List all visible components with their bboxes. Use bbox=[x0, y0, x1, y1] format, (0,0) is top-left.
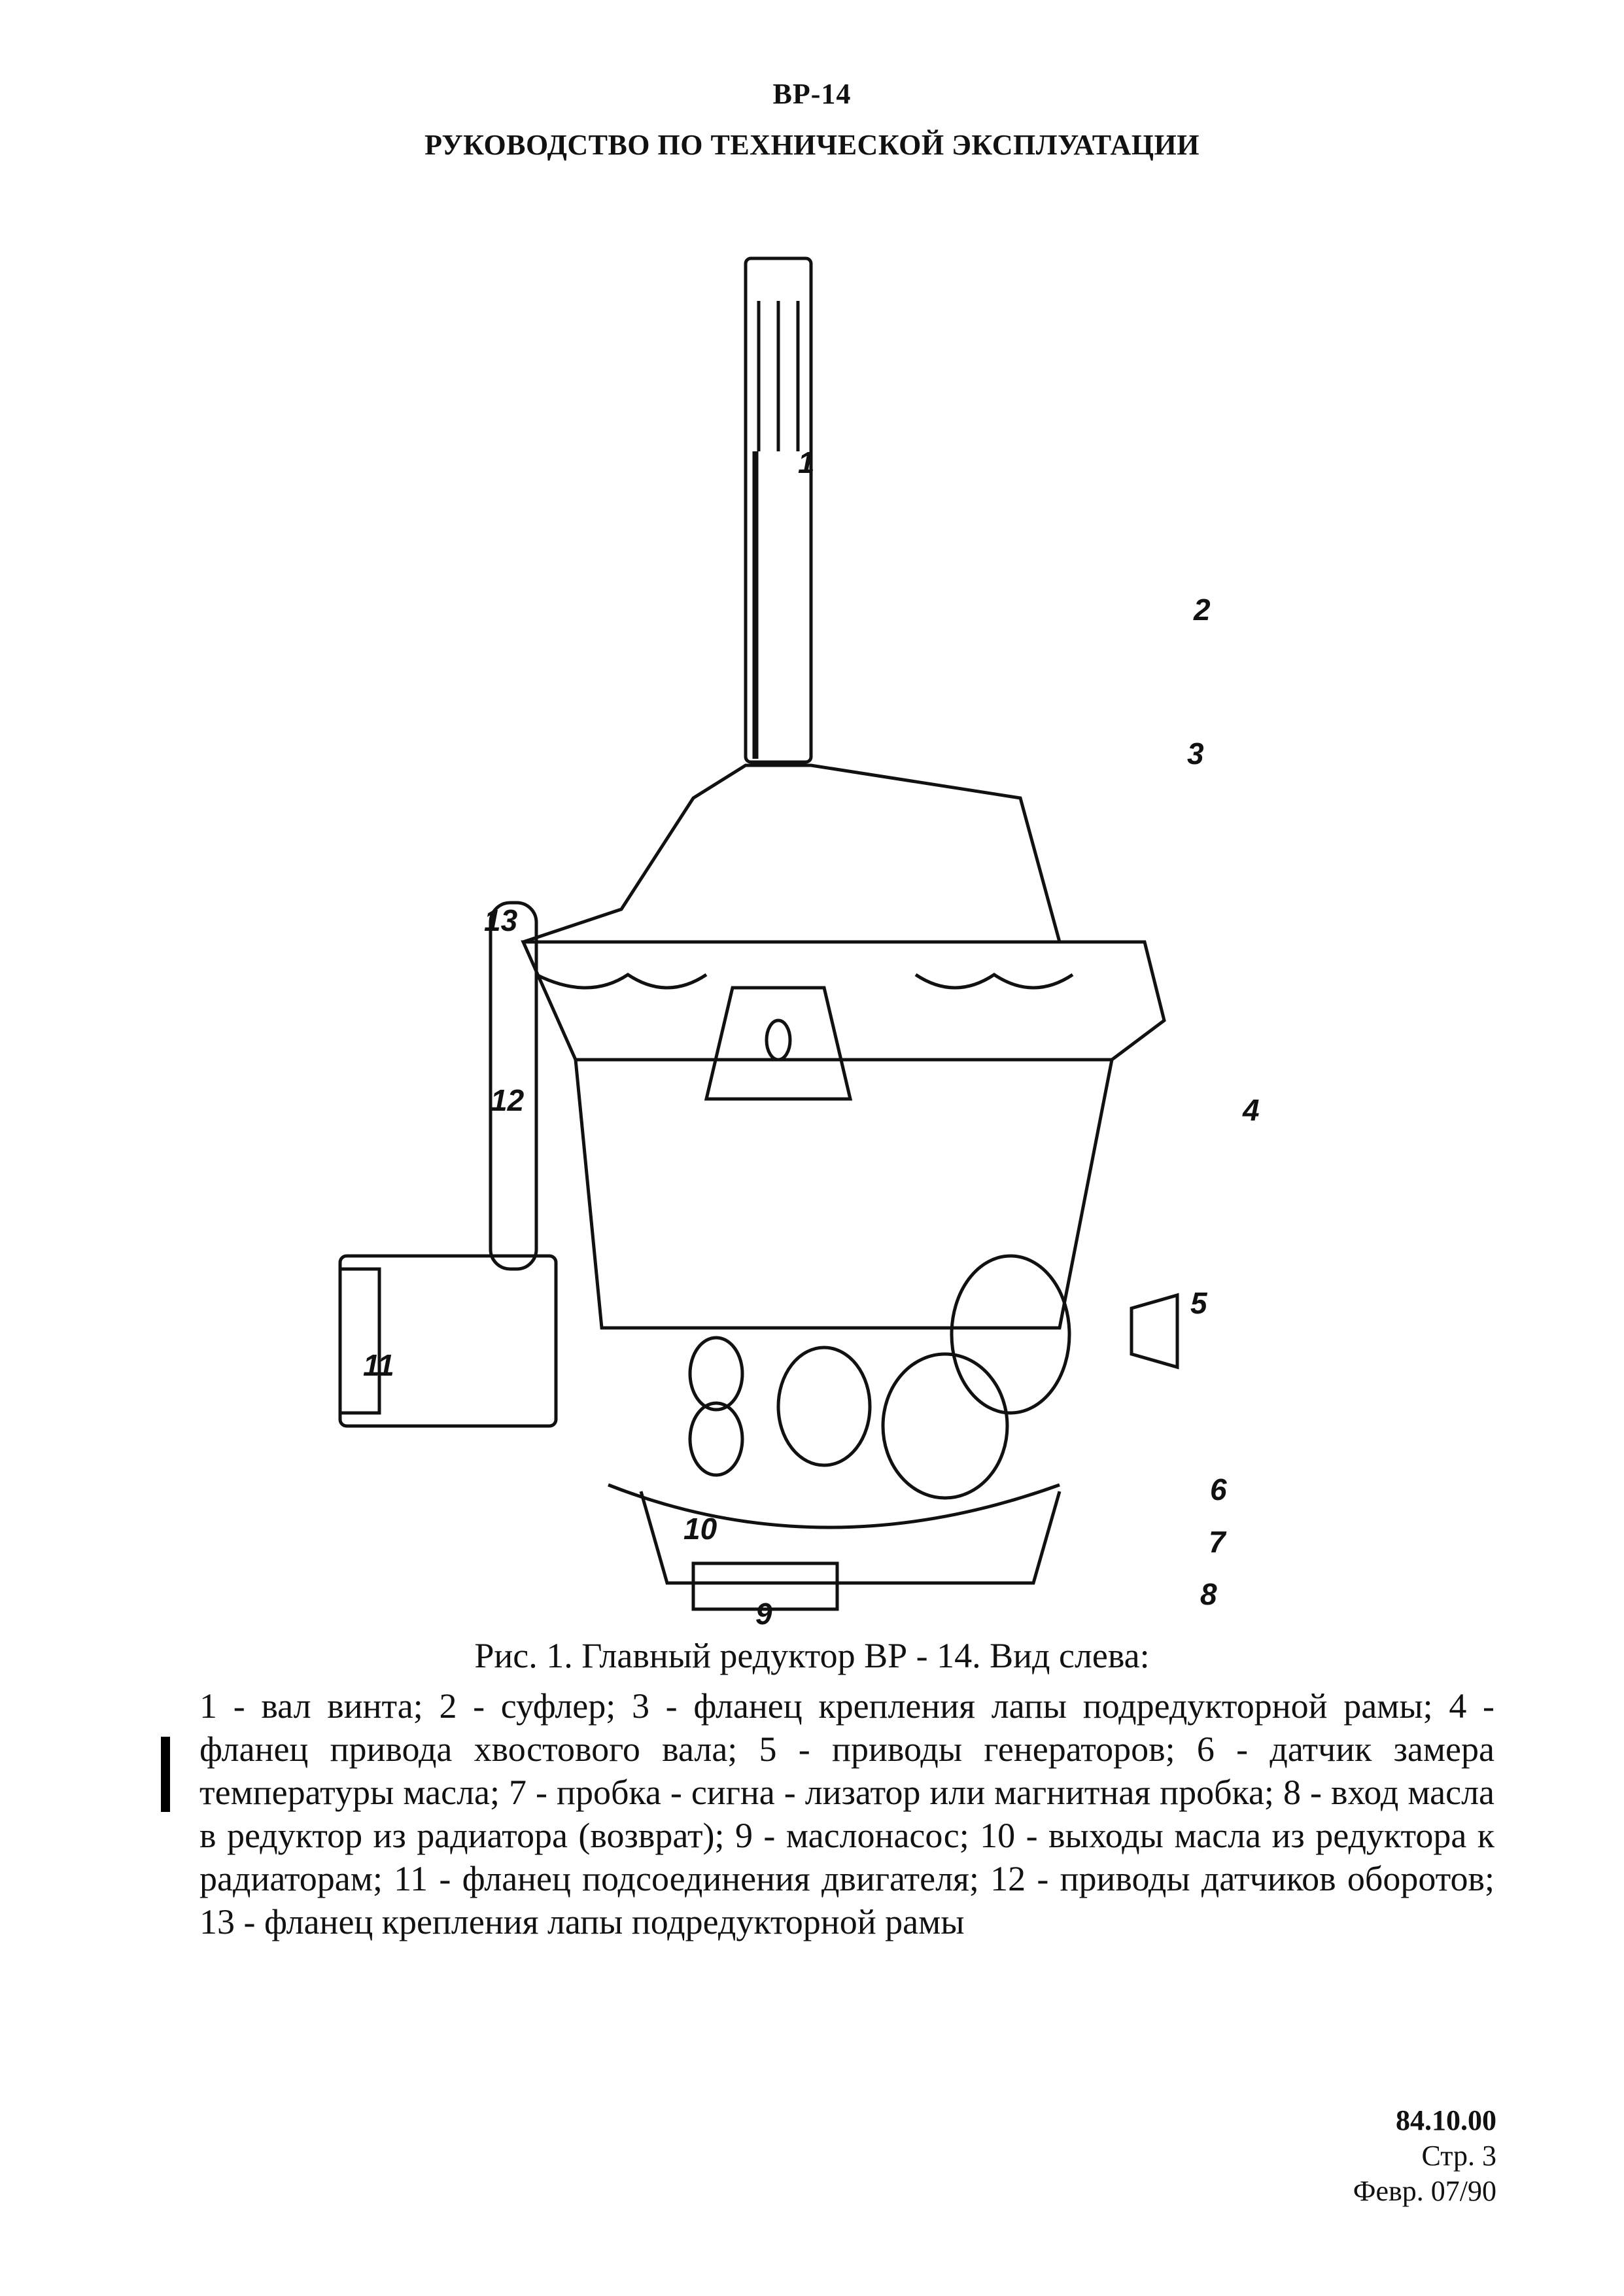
callout-13: 13 bbox=[484, 903, 518, 937]
callout-8: 8 bbox=[1200, 1577, 1217, 1611]
callout-10: 10 bbox=[683, 1512, 717, 1546]
callout-3: 3 bbox=[1187, 737, 1204, 771]
revision-date: Февр. 07/90 bbox=[1353, 2175, 1496, 2207]
callout-2: 2 bbox=[1194, 593, 1211, 627]
document-title: РУКОВОДСТВО ПО ТЕХНИЧЕСКОЙ ЭКСПЛУАТАЦИИ bbox=[424, 129, 1200, 161]
gearbox-drawing bbox=[327, 249, 1308, 1622]
callout-4: 4 bbox=[1243, 1093, 1260, 1127]
figure-legend: 1 - вал винта; 2 - суфлер; 3 - фланец крепления лапы подредукторной рамы; 4 - фланец привода хвостового вала; 5 - приводы генераторов; 6 - датчик замера температуры масла; 7 - пробка - сигна - лизатор или магнитная пробка; 8 - вход масла в редуктор из радиатора (возврат); 9 - маслонасос; 10 - выходы масла из редуктора к радиаторам; 11 - фланец подсоединения двигателя; 12 - приводы датчиков оборотов; 13 - фланец крепления лапы подредукторной рамы bbox=[199, 1686, 1494, 1941]
callout-1: 1 bbox=[798, 445, 815, 479]
gearbox-figure bbox=[327, 249, 1308, 1631]
callout-12: 12 bbox=[491, 1083, 525, 1117]
figure-caption-title: Рис. 1. Главный редуктор ВР - 14. Вид слева: bbox=[474, 1636, 1150, 1675]
callout-11: 11 bbox=[363, 1348, 394, 1382]
page-number: Стр. 3 bbox=[1421, 2140, 1496, 2172]
callout-7: 7 bbox=[1209, 1525, 1226, 1559]
callout-5: 5 bbox=[1190, 1286, 1207, 1320]
callout-9: 9 bbox=[755, 1597, 772, 1631]
revision-change-bar bbox=[161, 1737, 170, 1812]
page-footer bbox=[1353, 2103, 1496, 2209]
document-code: ВР-14 bbox=[772, 78, 852, 110]
document-number: 84.10.00 bbox=[1396, 2104, 1496, 2136]
callout-6: 6 bbox=[1210, 1472, 1227, 1506]
